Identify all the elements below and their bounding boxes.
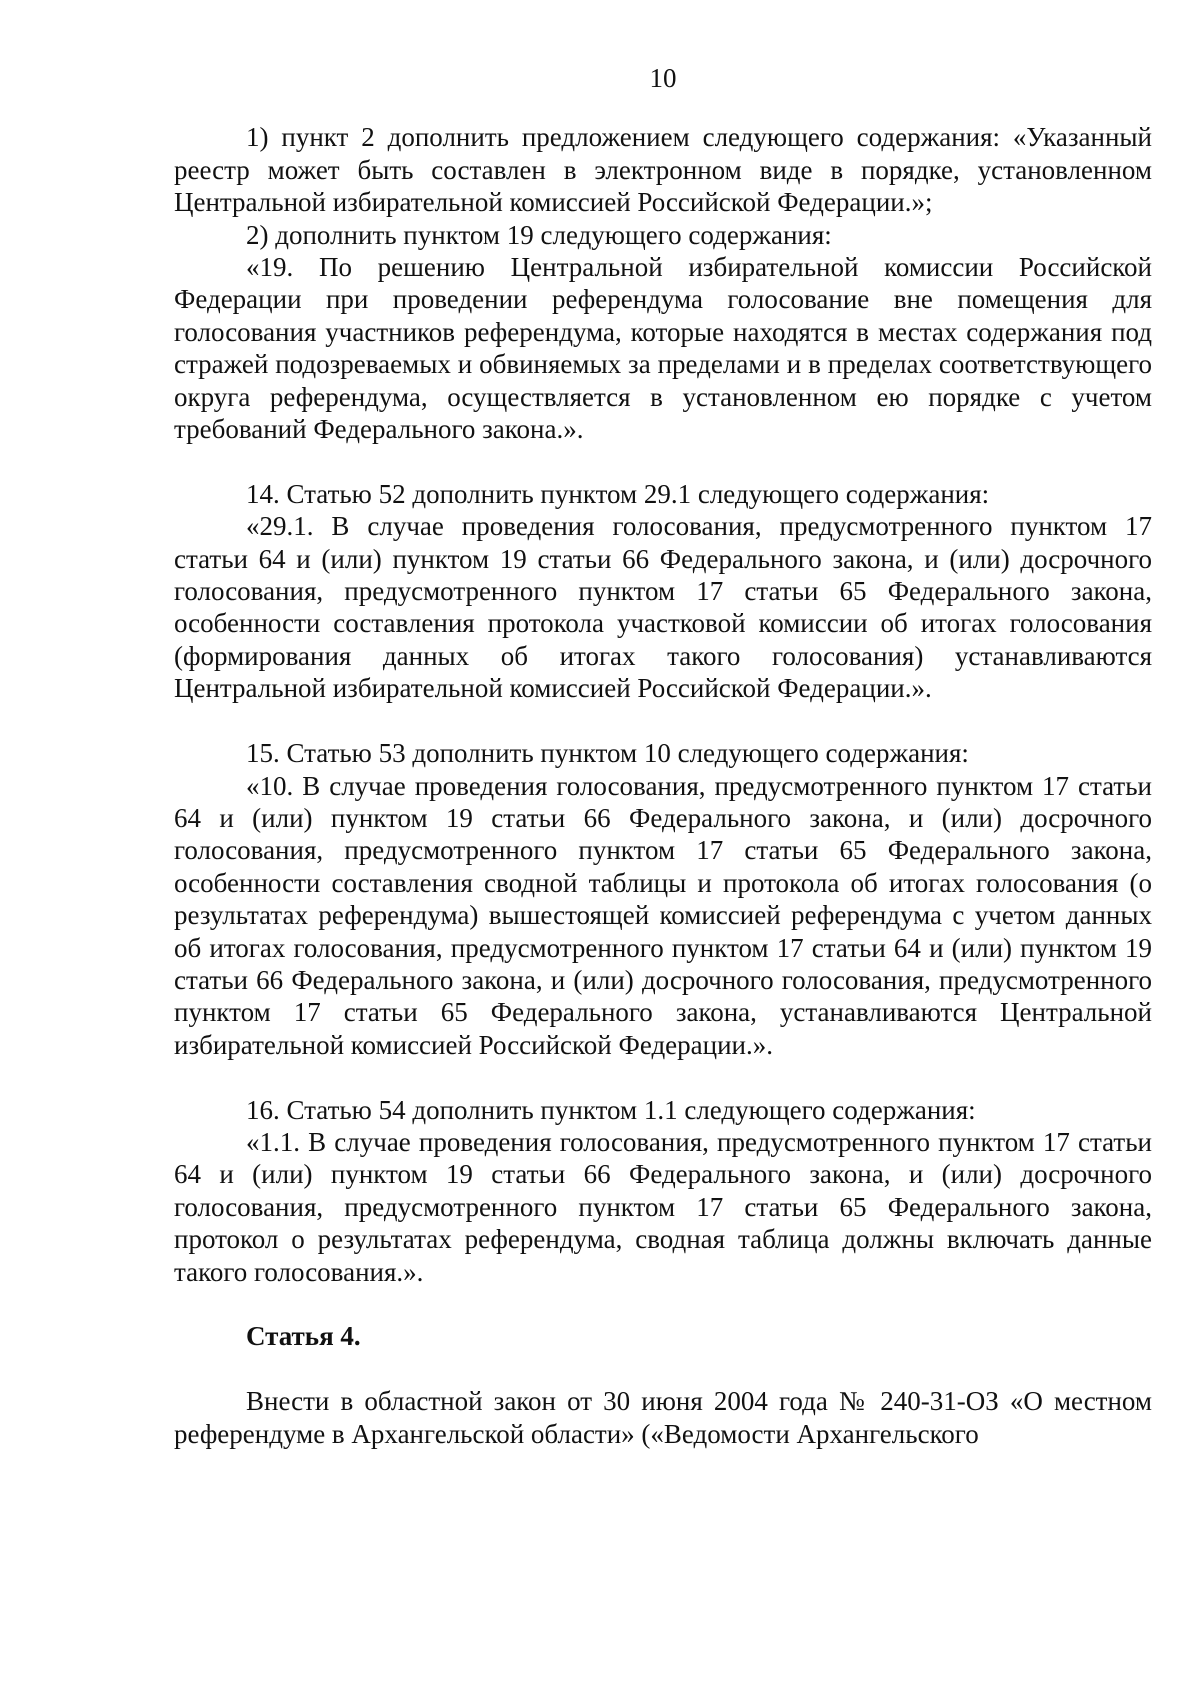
article-4-text: Внести в областной закон от 30 июня 2004 года № 240-31-ОЗ «О местном референдуме в Архангельской области» («Ведомости Архангельского [174, 1386, 1152, 1449]
paragraph-item-16: 16. Статью 54 дополнить пунктом 1.1 следующего содержания: [246, 1094, 976, 1125]
article-heading: Статья 4. [246, 1321, 361, 1352]
paragraph-item-2: 2) дополнить пунктом 19 следующего содержания: [246, 219, 832, 250]
paragraph-item-10-text: «10. В случае проведения голосования, предусмотренного пунктом 17 статьи 64 и (или) пунктом 19 статьи 66 Федерального закона, и (или) досрочного голосования, предусмотренного пунктом 17 статьи 65 Федерального закона, особенности составления сводной таблицы и протокола об итогах голосования (о результатах референдума) вышестоящей комиссией референдума с учетом данных об итогах голосования, предусмотренного пунктом 17 статьи 64 и (или) пунктом 19 статьи 66 Федерального закона, и (или) досрочного голосования, предусмотренного пунктом 17 статьи 65 Федерального закона, устанавливаются Центральной избирательной комиссией Российской Федерации.». [174, 770, 1152, 1060]
page-number: 10 [649, 63, 677, 93]
paragraph-item-29-1-text: «29.1. В случае проведения голосования, предусмотренного пунктом 17 статьи 64 и (или) пунктом 19 статьи 66 Федерального закона, и (или) досрочного голосования, предусмотренного пунктом 17 статьи 65 Федерального закона, особенности составления протокола участковой комиссии об итогах голосования (формирования данных об итогах такого голосования) устанавливаются Центральной избирательной комиссией Российской Федерации.». [174, 511, 1152, 704]
document-page [174, 62, 1152, 1450]
paragraph-item-1-1-text: «1.1. В случае проведения голосования, предусмотренного пунктом 17 статьи 64 и (или) пунктом 19 статьи 66 Федерального закона, и (или) досрочного голосования, предусмотренного пунктом 17 статьи 65 Федерального закона, протокол о результатах референдума, сводная таблица должны включать данные такого голосования.». [174, 1126, 1152, 1287]
paragraph-item-15: 15. Статью 53 дополнить пунктом 10 следующего содержания: [246, 738, 969, 769]
paragraph-item-19-text: «19. По решению Центральной избирательной комиссии Российской Федерации при проведении референдума голосование вне помещения для голосования участников референдума, которые находятся в местах содержания под стражей подозреваемых и обвиняемых за пределами и в пределах соответствующего округа референдума, осуществляется в установленном ею порядке с учетом требований Федерального закона.». [174, 252, 1152, 445]
paragraph-item-14: 14. Статью 52 дополнить пунктом 29.1 следующего содержания: [246, 478, 990, 509]
paragraph-item-1: 1) пункт 2 дополнить предложением следующего содержания: «Указанный реестр может быть составлен в электронном виде в порядке, установленном Центральной избирательной комиссией Российской Федерации.»; [174, 122, 1152, 218]
